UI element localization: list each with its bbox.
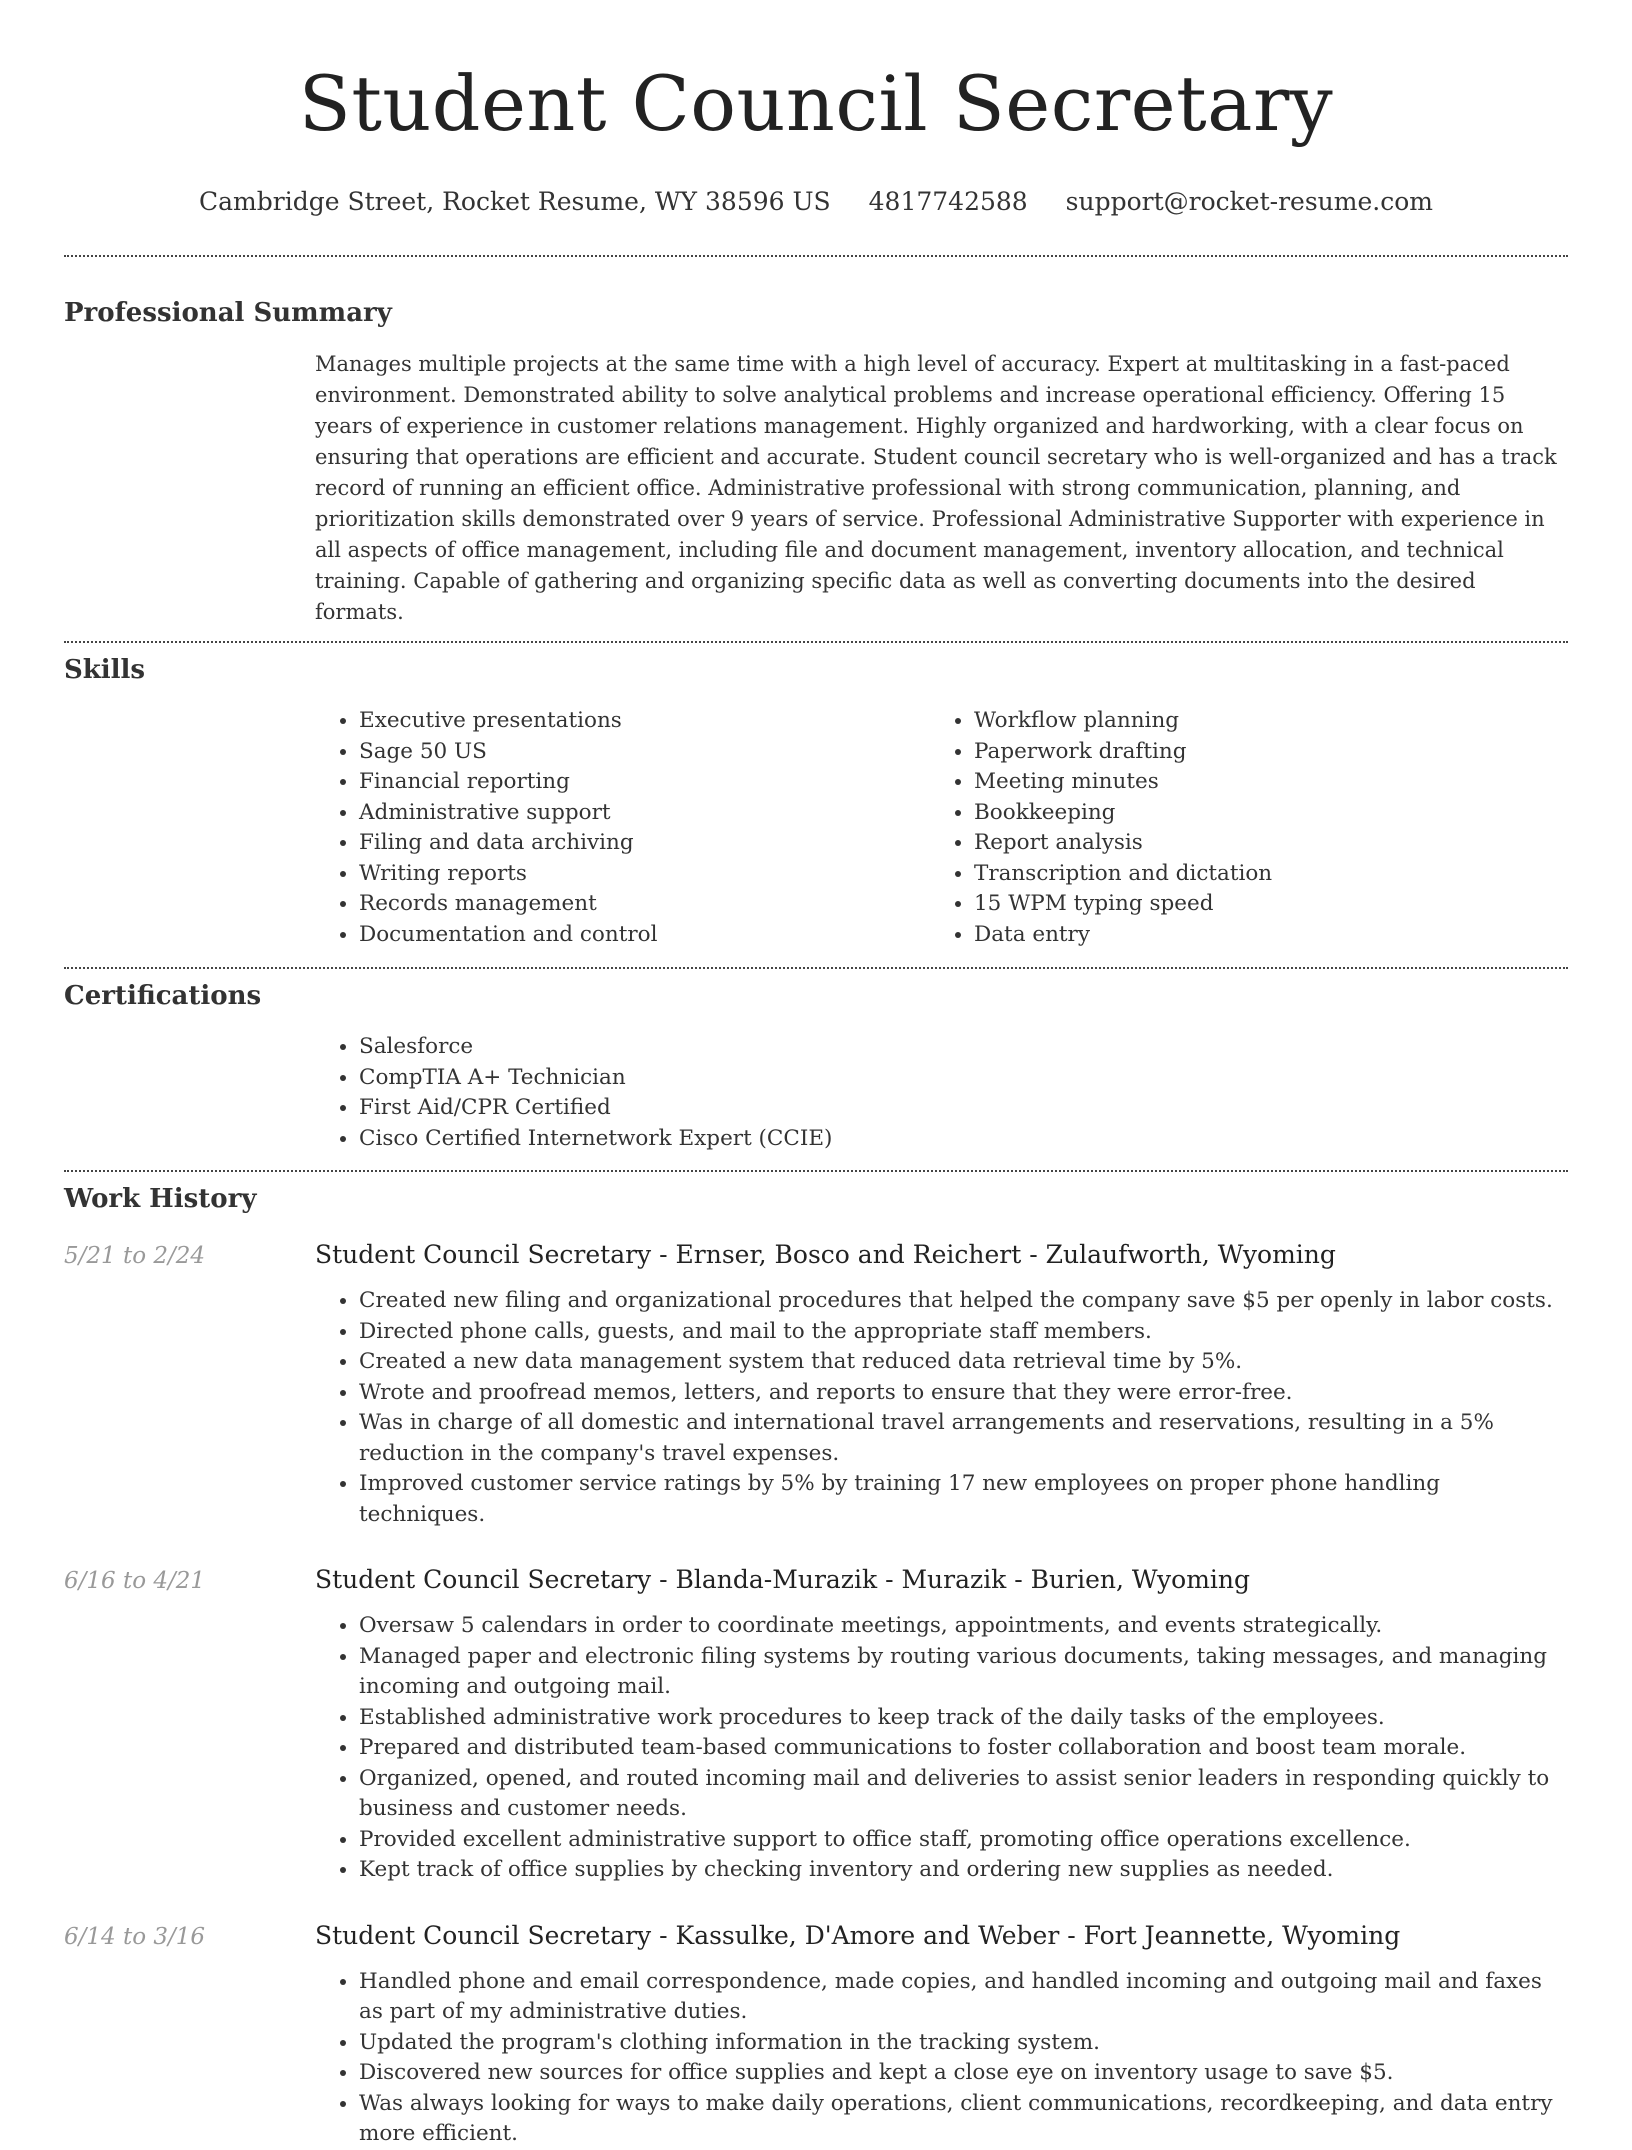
skill-item: • Filing and data archiving (359, 828, 930, 859)
section-divider (64, 641, 1568, 643)
contact-phone: 4817742588 (868, 187, 1028, 216)
job-bullet: • Was always looking for ways to make daily operations, client communications, recordkeeping, and data entry more efficient. (359, 2089, 1568, 2150)
job-bullet: • Prepared and distributed team-based communications to foster collaboration and boost team morale. (359, 1733, 1568, 1764)
job-bullet: • Kept track of office supplies by checking inventory and ordering new supplies as needed. (359, 1855, 1568, 1886)
summary-text: Manages multiple projects at the same time with a high level of accuracy. Expert at multitasking in a fast-paced environment. Demonstrated ability to solve analytical problems and increase operational efficiency. Offering 15 years of experience in customer relations management. Highly organized and hardworking, with a clear focus on ensuring that operations are efficient and accurate. Student council secretary who is well-organized and has a track record of running an efficient office. Administrative professional with strong communication, planning, and prioritization skills demonstrated over 9 years of service. Professional Administrative Supporter with experience in all aspects of office management, including file and document management, inventory allocation, and technical training. Capable of gathering and organizing specific data as well as converting documents into the desired formats. (315, 352, 1557, 624)
job-bullets (315, 1611, 1568, 1886)
job-bullet: • Created a new data management system that reduced data retrieval time by 5%. (359, 1347, 1568, 1378)
job-bullets (315, 1967, 1568, 2150)
job-title: Student Council Secretary - Kassulke, D'Amore and Weber - Fort Jeannette, Wyoming (315, 1920, 1401, 1950)
skill-item: • Administrative support (359, 798, 930, 829)
job-bullet: • Handled phone and email correspondence, made copies, and handled incoming and outgoing mail and faxes as part of my administrative duties. (359, 1967, 1568, 2028)
job-bullet: • Created new filing and organizational procedures that helped the company save $5 per openly in labor costs. (359, 1286, 1568, 1317)
skills-list-right (930, 706, 1545, 950)
skill-item: • Paperwork drafting (974, 737, 1545, 768)
skill-item: • Report analysis (974, 828, 1545, 859)
job-bullet: • Established administrative work procedures to keep track of the daily tasks of the employees. (359, 1703, 1568, 1734)
job-bullet: • Managed paper and electronic filing systems by routing various documents, taking messages, and managing incoming and outgoing mail. (359, 1642, 1568, 1703)
job-bullets (315, 1286, 1568, 1530)
job-title: Student Council Secretary - Blanda-Murazik - Murazik - Burien, Wyoming (315, 1565, 1251, 1594)
skill-item: • Documentation and control (359, 920, 930, 951)
job-bullet: • Improved customer service ratings by 5% by training 17 new employees on proper phone handling techniques. (359, 1469, 1568, 1530)
job-dates: 6/14 to 3/16 (64, 1923, 206, 1950)
job-bullet: • Directed phone calls, guests, and mail to the appropriate staff members. (359, 1317, 1568, 1348)
job-dates: 5/21 to 2/24 (64, 1243, 206, 1269)
skills-section (64, 653, 1568, 950)
certification-item: • First Aid/CPR Certified (359, 1093, 1568, 1124)
resume-name: Student Council Secretary (298, 59, 1334, 148)
skill-item: • Executive presentations (359, 706, 930, 737)
section-divider (64, 255, 1568, 257)
certifications-heading: Certifications (64, 981, 262, 1011)
skills-column-left (315, 706, 930, 950)
job-bullet: • Wrote and proofread memos, letters, and reports to ensure that they were error-free. (359, 1378, 1568, 1409)
job-dates: 6/16 to 4/21 (64, 1568, 206, 1594)
job-title: Student Council Secretary - Ernser, Bosco and Reichert - Zulaufworth, Wyoming (315, 1240, 1336, 1269)
work-history-heading: Work History (64, 1184, 257, 1214)
contact-address: Cambridge Street, Rocket Resume, WY 38596 US (199, 187, 831, 216)
summary-heading: Professional Summary (64, 298, 392, 328)
skills-column-right (930, 706, 1545, 950)
skill-item: • Workflow planning (974, 706, 1545, 737)
job-entry (64, 1919, 1568, 2150)
skill-item: • Transcription and dictation (974, 859, 1545, 890)
certifications-list (315, 1032, 1568, 1154)
skill-item: • Writing reports (359, 859, 930, 890)
skill-item: • Sage 50 US (359, 737, 930, 768)
certification-item: • Salesforce (359, 1032, 1568, 1063)
summary-section (64, 296, 1568, 628)
job-bullet: • Discovered new sources for office supplies and kept a close eye on inventory usage to save $5. (359, 2058, 1568, 2089)
skill-item: • Data entry (974, 920, 1545, 951)
job-bullet: • Organized, opened, and routed incoming mail and deliveries to assist senior leaders in responding quickly to business and customer needs. (359, 1764, 1568, 1825)
job-bullet: • Provided excellent administrative support to office staff, promoting office operations excellence. (359, 1825, 1568, 1856)
skill-item: • Financial reporting (359, 767, 930, 798)
contact-email: support@rocket-resume.com (1065, 187, 1433, 216)
job-entry (64, 1238, 1568, 1530)
certification-item: • CompTIA A+ Technician (359, 1063, 1568, 1094)
skill-item: • Bookkeeping (974, 798, 1545, 829)
job-bullet: • Was in charge of all domestic and international travel arrangements and reservations, resulting in a 5% reduction in the company's travel expenses. (359, 1408, 1568, 1469)
skills-heading: Skills (64, 655, 146, 685)
certification-item: • Cisco Certified Internetwork Expert (CCIE) (359, 1124, 1568, 1155)
job-entry (64, 1563, 1568, 1886)
work-history-section (64, 1182, 1568, 2150)
section-divider (64, 967, 1568, 969)
job-bullet: • Oversaw 5 calendars in order to coordinate meetings, appointments, and events strategically. (359, 1611, 1568, 1642)
skill-item: • Meeting minutes (974, 767, 1545, 798)
certifications-section (64, 979, 1568, 1154)
skill-item: • 15 WPM typing speed (974, 889, 1545, 920)
skills-list-left (315, 706, 930, 950)
section-divider (64, 1170, 1568, 1172)
job-bullet: • Updated the program's clothing information in the tracking system. (359, 2028, 1568, 2059)
contact-line (64, 186, 1568, 218)
skill-item: • Records management (359, 889, 930, 920)
